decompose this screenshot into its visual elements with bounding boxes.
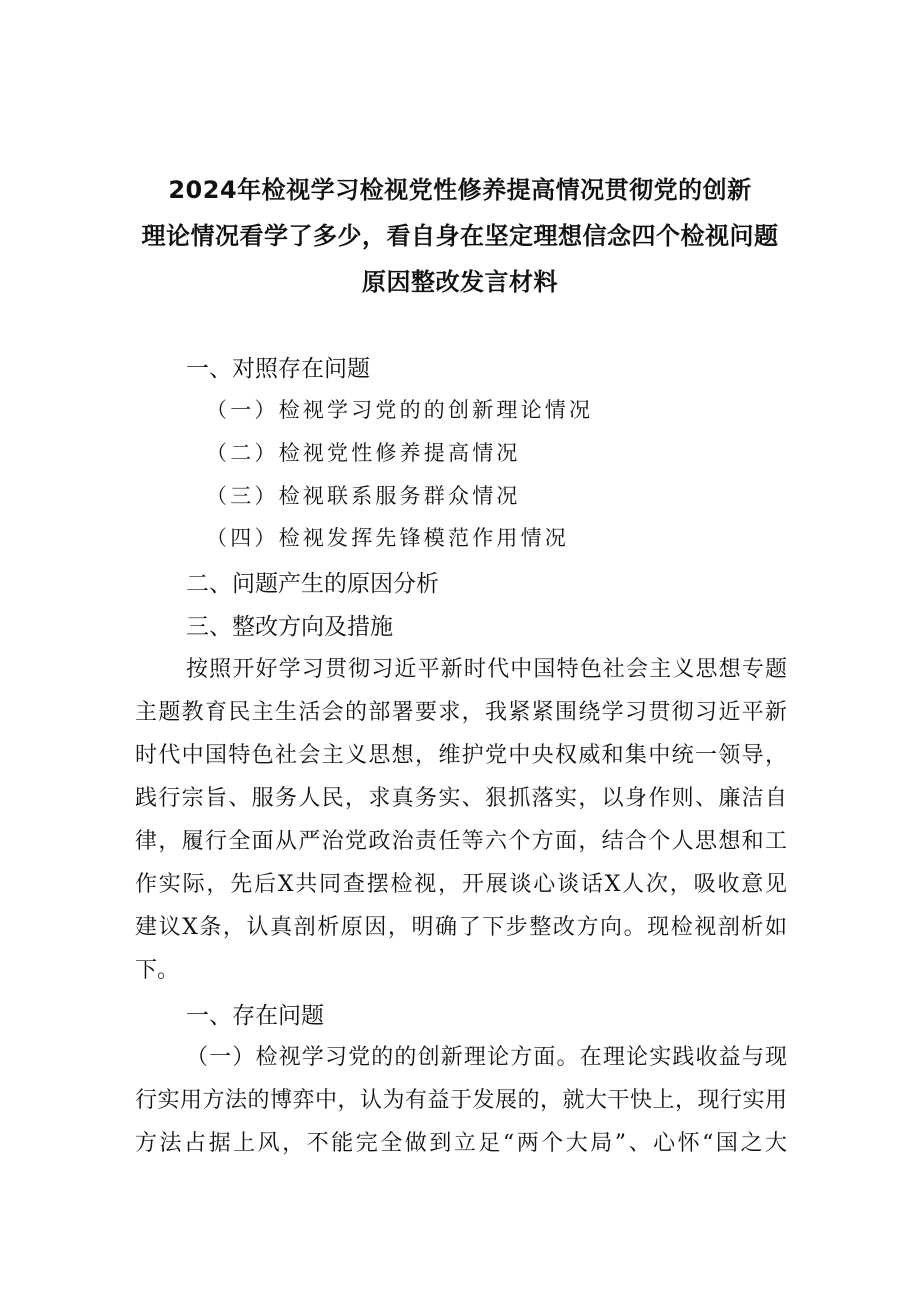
document-title-line-3: 原因整改发言材料: [362, 268, 558, 296]
paragraph-line: 行实用方法的博弈中，认为有益于发展的，就大干快上，现行实用: [135, 1088, 787, 1113]
sub-item-2: （二）检视党性修养提高情况: [206, 441, 521, 465]
document-title-line-1: 2024年检视学习检视党性修养提高情况贯彻党的创新: [168, 176, 752, 204]
paragraph-line: 作实际，先后X共同查摆检视，开展谈心谈话X人次，吸收意见: [135, 872, 787, 897]
paragraph-line: 律，履行全面从严治党政治责任等六个方面，结合个人思想和工: [135, 829, 787, 854]
paragraph-line: 按照开好学习贯彻习近平新时代中国特色社会主义思想专题: [186, 657, 787, 682]
paragraph-line: 下。: [135, 958, 180, 983]
paragraph-line: 建议X条，认真剖析原因，明确了下步整改方向。现检视剖析如: [135, 915, 787, 940]
paragraph-line: 主题教育民主生活会的部署要求，我紧紧围绕学习贯彻习近平新: [135, 700, 787, 725]
sub-item-3: （三）检视联系服务群众情况: [206, 484, 521, 508]
section-heading-compare-problems: 一、对照存在问题: [186, 356, 370, 382]
paragraph-line: （一）检视学习党的的创新理论方面。在理论实践收益与现: [186, 1045, 787, 1070]
document-title-line-2: 理论情况看学了多少，看自身在坚定理想信念四个检视问题: [141, 222, 779, 250]
paragraph-line: 方法占据上风，不能完全做到立足“两个大局”、心怀“国之大: [135, 1131, 787, 1156]
paragraph-line: 践行宗旨、服务人民，求真务实、狠抓落实，以身作则、廉洁自: [135, 786, 787, 811]
section-heading-existing-problems: 一、存在问题: [186, 1003, 324, 1029]
sub-item-1: （一）检视学习党的的创新理论情况: [206, 398, 594, 422]
section-heading-rectification: 三、整改方向及措施: [186, 614, 393, 640]
section-heading-cause-analysis: 二、问题产生的原因分析: [186, 571, 439, 597]
sub-item-4: （四）检视发挥先锋模范作用情况: [206, 526, 569, 550]
paragraph-line: 时代中国特色社会主义思想，维护党中央权威和集中统一领导，: [135, 743, 787, 768]
